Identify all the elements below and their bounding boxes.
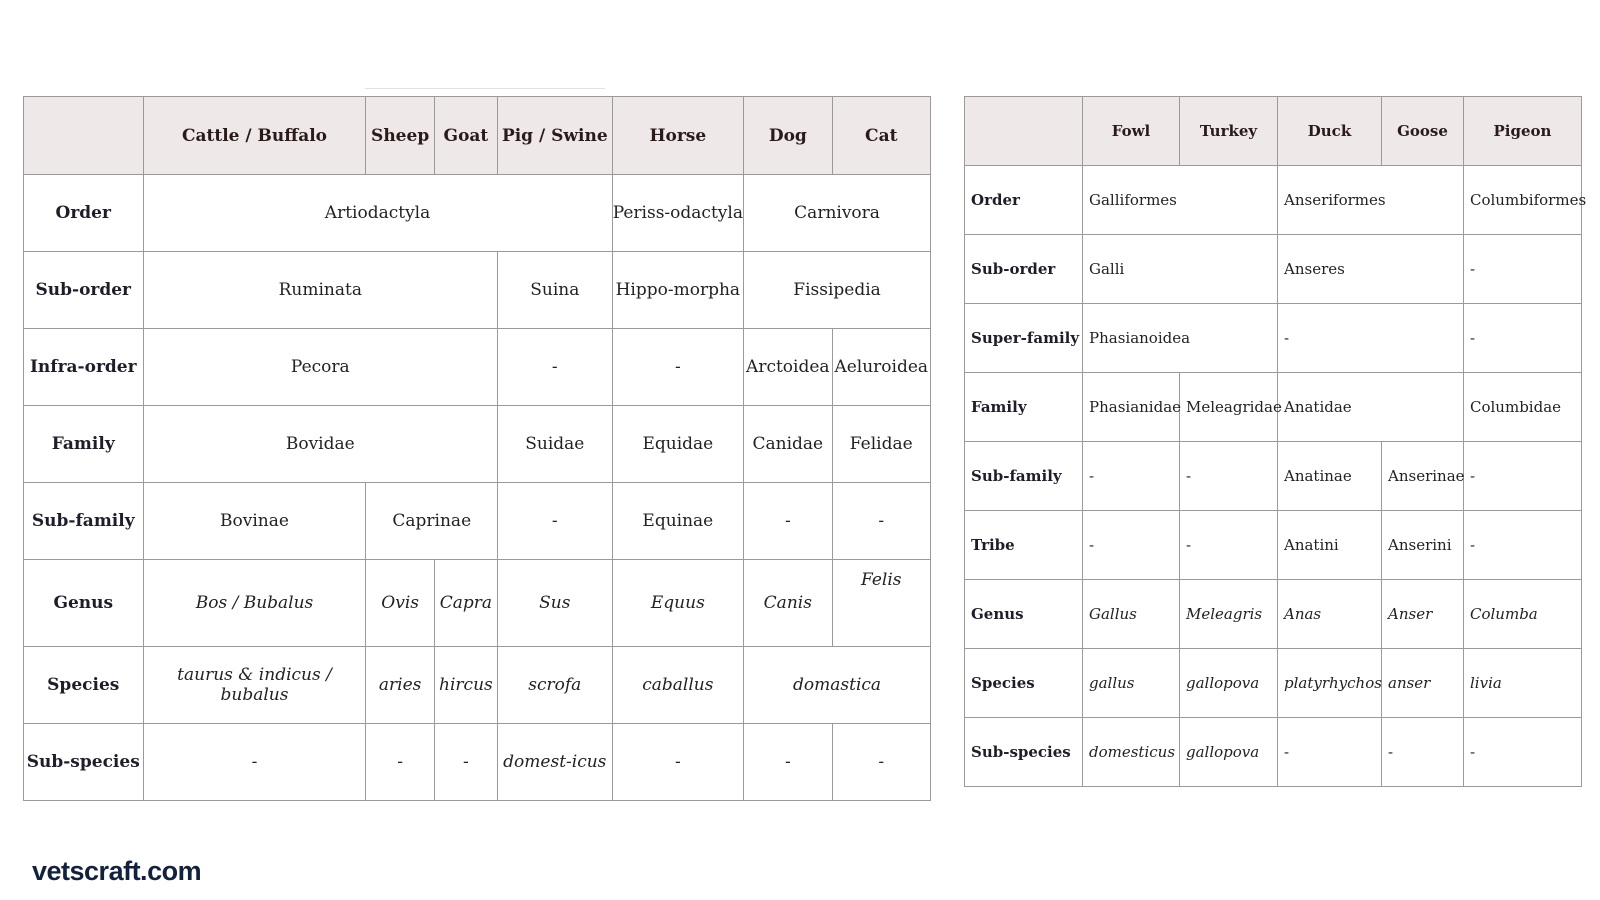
header-pigeon: Pigeon: [1464, 97, 1582, 166]
cell-genus-goose: Anser: [1382, 580, 1464, 649]
table-row-subspecies: [24, 724, 931, 801]
cell-bovidae: Bovidae: [143, 406, 498, 483]
cell-phasianoidea: Phasianoidea: [1083, 304, 1278, 373]
cell-genus-cattle: Bos / Bubalus: [143, 560, 366, 647]
row-label: Genus: [965, 580, 1083, 649]
cell-ruminata: Ruminata: [143, 252, 498, 329]
cell-suidae: Suidae: [498, 406, 613, 483]
table-row-genus: [24, 560, 931, 647]
cell-genus-turkey: Meleagris: [1180, 580, 1278, 649]
cell-anserinae: Anserinae: [1382, 442, 1464, 511]
cell-species-duck: platyrhychos: [1278, 649, 1382, 718]
row-label: Order: [24, 175, 144, 252]
cell-fowl-subfamily: -: [1083, 442, 1180, 511]
cell-anseres: Anseres: [1278, 235, 1464, 304]
cell-pigeon-subfamily: -: [1464, 442, 1582, 511]
cell-felidae: Felidae: [832, 406, 931, 483]
row-label: Family: [24, 406, 144, 483]
header-cell-empty: [965, 97, 1083, 166]
cell-perissodactyla: Periss-odactyla: [612, 175, 744, 252]
cell-horse-infraorder: -: [612, 329, 744, 406]
cell-species-pig: scrofa: [498, 647, 613, 724]
cell-genus-pig: Sus: [498, 560, 613, 647]
cell-subspecies-horse: -: [612, 724, 744, 801]
row-label: Genus: [24, 560, 144, 647]
cell-pecora: Pecora: [143, 329, 498, 406]
table-row-tribe: [965, 511, 1582, 580]
cell-ducks-superfamily: -: [1278, 304, 1464, 373]
bird-classification-table: [964, 96, 1587, 787]
cell-phasianidae: Phasianidae: [1083, 373, 1180, 442]
cell-equinae: Equinae: [612, 483, 744, 560]
cell-species-fowl: gallus: [1083, 649, 1180, 718]
cell-carnivora: Carnivora: [744, 175, 931, 252]
cell-species-dog-cat: domastica: [744, 647, 931, 724]
header-goat: Goat: [434, 97, 497, 175]
row-label: Sub-species: [965, 718, 1083, 787]
cell-caprinae: Caprinae: [366, 483, 498, 560]
table-row-subspecies: [965, 718, 1582, 787]
cell-turkey-subfamily: -: [1180, 442, 1278, 511]
cell-cat-subfamily: -: [832, 483, 931, 560]
header-pig-swine: Pig / Swine: [498, 97, 613, 175]
cell-genus-dog: Canis: [744, 560, 832, 647]
cell-genus-horse: Equus: [612, 560, 744, 647]
cell-subspecies-cattle: -: [143, 724, 366, 801]
header-goose: Goose: [1382, 97, 1464, 166]
cell-subspecies-turkey: gallopova: [1180, 718, 1278, 787]
cell-species-cattle: taurus & indicus / bubalus: [143, 647, 366, 724]
cell-subspecies-cat: -: [832, 724, 931, 801]
row-label: Family: [965, 373, 1083, 442]
cell-subspecies-pig: domest-icus: [498, 724, 613, 801]
cell-fissipedia: Fissipedia: [744, 252, 931, 329]
table-row-suborder: [24, 252, 931, 329]
table-header-row: [965, 97, 1582, 166]
row-label: Infra-order: [24, 329, 144, 406]
table-row-family: [24, 406, 931, 483]
row-label: Sub-family: [24, 483, 144, 560]
header-cattle-buffalo: Cattle / Buffalo: [143, 97, 366, 175]
cell-species-goat: hircus: [434, 647, 497, 724]
cell-genus-goat: Capra: [434, 560, 497, 647]
cell-subspecies-dog: -: [744, 724, 832, 801]
row-label: Super-family: [965, 304, 1083, 373]
mammal-classification-table: [23, 96, 931, 801]
cell-galliformes: Galliformes: [1083, 166, 1278, 235]
header-fowl: Fowl: [1083, 97, 1180, 166]
cell-anseriformes: Anseriformes: [1278, 166, 1464, 235]
decorative-divider: [365, 88, 605, 89]
cell-species-turkey: gallopova: [1180, 649, 1278, 718]
cell-subspecies-goat: -: [434, 724, 497, 801]
table-row-subfamily: [965, 442, 1582, 511]
table-row-genus: [965, 580, 1582, 649]
cell-columbiformes: Columbiformes: [1464, 166, 1582, 235]
cell-genus-cat: Felis: [832, 560, 931, 647]
cell-genus-pigeon: Columba: [1464, 580, 1582, 649]
table-row-subfamily: [24, 483, 931, 560]
cell-anatidae: Anatidae: [1278, 373, 1464, 442]
row-label: Tribe: [965, 511, 1083, 580]
cell-galli: Galli: [1083, 235, 1278, 304]
table-row-species: [965, 649, 1582, 718]
table-row-order: [24, 175, 931, 252]
cell-species-goose: anser: [1382, 649, 1464, 718]
table-row-suborder: [965, 235, 1582, 304]
cell-turkey-tribe: -: [1180, 511, 1278, 580]
cell-genus-sheep: Ovis: [366, 560, 434, 647]
cell-pig-subfamily: -: [498, 483, 613, 560]
cell-columbidae: Columbidae: [1464, 373, 1582, 442]
header-cat: Cat: [832, 97, 931, 175]
table-row-family: [965, 373, 1582, 442]
cell-subspecies-goose: -: [1382, 718, 1464, 787]
cell-pigeon-tribe: -: [1464, 511, 1582, 580]
cell-bovinae: Bovinae: [143, 483, 366, 560]
row-label: Order: [965, 166, 1083, 235]
cell-species-sheep: aries: [366, 647, 434, 724]
row-label: Sub-family: [965, 442, 1083, 511]
cell-anatini: Anatini: [1278, 511, 1382, 580]
cell-dog-subfamily: -: [744, 483, 832, 560]
cell-genus-duck: Anas: [1278, 580, 1382, 649]
cell-species-pigeon: livia: [1464, 649, 1582, 718]
cell-aeluroidea: Aeluroidea: [832, 329, 931, 406]
cell-fowl-tribe: -: [1083, 511, 1180, 580]
table-header-row: [24, 97, 931, 175]
cell-pigeon-suborder: -: [1464, 235, 1582, 304]
cell-subspecies-sheep: -: [366, 724, 434, 801]
header-dog: Dog: [744, 97, 832, 175]
header-turkey: Turkey: [1180, 97, 1278, 166]
cell-subspecies-pigeon: -: [1464, 718, 1582, 787]
row-label: Sub-species: [24, 724, 144, 801]
row-label: Sub-order: [24, 252, 144, 329]
cell-arctoidea: Arctoidea: [744, 329, 832, 406]
row-label: Sub-order: [965, 235, 1083, 304]
cell-artiodactyla: Artiodactyla: [143, 175, 612, 252]
cell-pig-infraorder: -: [498, 329, 613, 406]
table-row-superfamily: [965, 304, 1582, 373]
table-row-order: [965, 166, 1582, 235]
cell-pigeon-superfamily: -: [1464, 304, 1582, 373]
cell-canidae: Canidae: [744, 406, 832, 483]
cell-anatinae: Anatinae: [1278, 442, 1382, 511]
cell-meleagridae: Meleagridae: [1180, 373, 1278, 442]
cell-genus-fowl: Gallus: [1083, 580, 1180, 649]
table-row-infraorder: [24, 329, 931, 406]
header-cell-empty: [24, 97, 144, 175]
cell-subspecies-duck: -: [1278, 718, 1382, 787]
row-label: Species: [965, 649, 1083, 718]
cell-species-horse: caballus: [612, 647, 744, 724]
cell-equidae: Equidae: [612, 406, 744, 483]
header-duck: Duck: [1278, 97, 1382, 166]
brand-logo-text: vetscraft.com: [32, 856, 202, 886]
cell-subspecies-fowl: domesticus: [1083, 718, 1180, 787]
table-row-species: [24, 647, 931, 724]
row-label: Species: [24, 647, 144, 724]
cell-hippomorpha: Hippo-morpha: [612, 252, 744, 329]
header-sheep: Sheep: [366, 97, 434, 175]
cell-anserini: Anserini: [1382, 511, 1464, 580]
cell-suina: Suina: [498, 252, 613, 329]
header-horse: Horse: [612, 97, 744, 175]
